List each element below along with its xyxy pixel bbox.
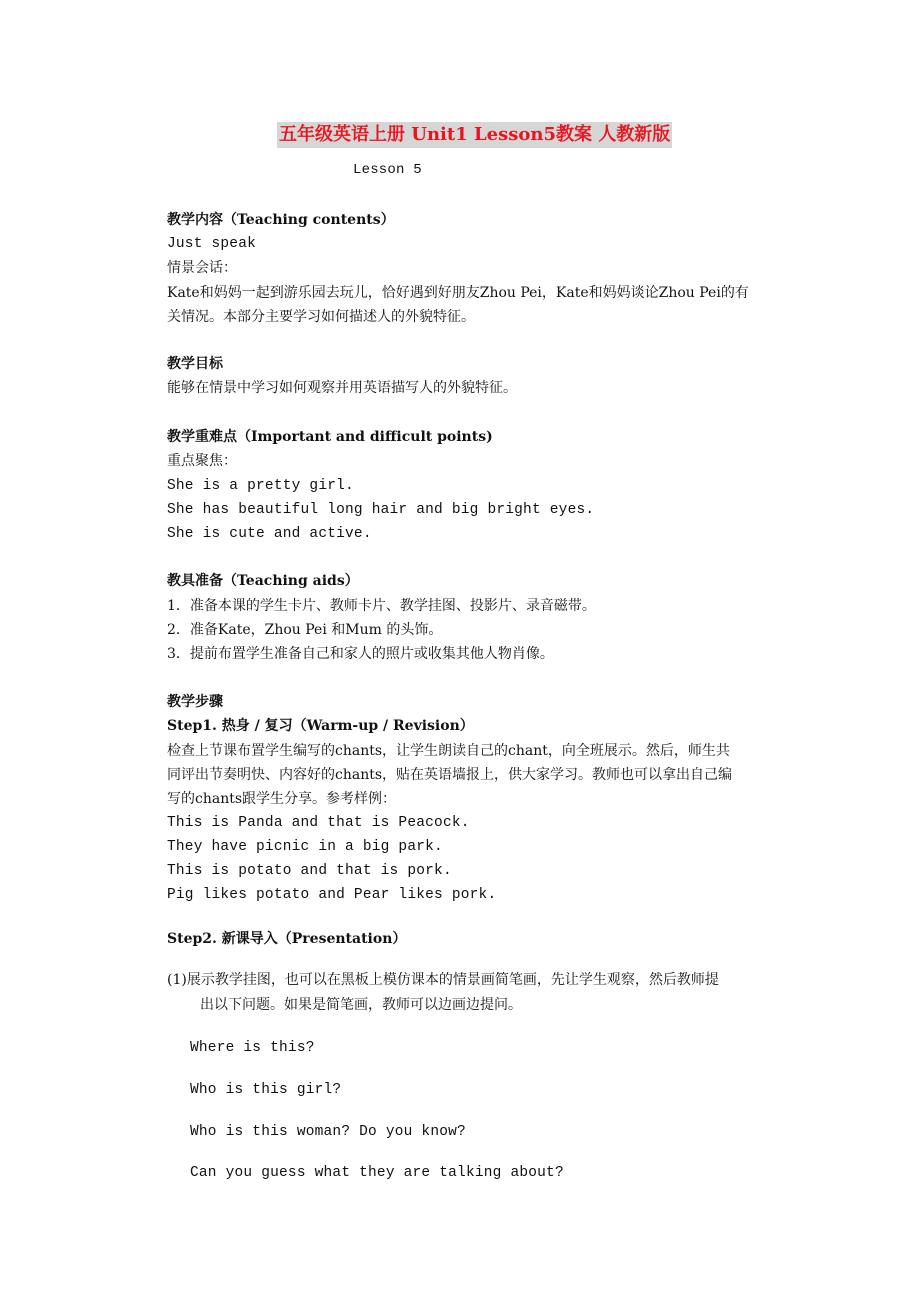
section-heading-keypoints: 教学重难点（Important and difficult points) xyxy=(167,429,493,445)
question-1: Where is this? xyxy=(190,1040,315,1056)
contents-line-1: Just speak xyxy=(167,236,257,252)
step2-heading: Step2. 新课导入（Presentation） xyxy=(167,931,407,947)
contents-line-4: 关情况。本部分主要学习如何描述人的外貌特征。 xyxy=(167,309,475,325)
question-4: Can you guess what they are talking about? xyxy=(190,1165,564,1181)
step2-line-2: 出以下问题。如果是简笔画，教师可以边画边提问。 xyxy=(200,997,522,1013)
step1-line-3: 写的chants跟学生分享。参考样例： xyxy=(167,791,397,807)
section-heading-goals: 教学目标 xyxy=(167,356,223,372)
keypoints-line-1: 重点聚焦： xyxy=(167,453,237,469)
aids-line-2: 2．准备Kate，Zhou Pei 和Mum 的头饰。 xyxy=(167,622,443,638)
document-title: 五年级英语上册 Unit1 Lesson5教案 人教新版 xyxy=(277,122,672,148)
section-heading-aids: 教具准备（Teaching aids） xyxy=(167,573,359,589)
goals-line-1: 能够在情景中学习如何观察并用英语描写人的外貌特征。 xyxy=(167,380,517,396)
step1-line-4: This is Panda and that is Peacock. xyxy=(167,815,470,831)
step1-line-6: This is potato and that is pork. xyxy=(167,863,452,879)
step2-line-1: (1)展示教学挂图，也可以在黑板上模仿课本的情景画简笔画，先让学生观察，然后教师提 xyxy=(167,972,719,988)
question-2: Who is this girl? xyxy=(190,1082,342,1098)
contents-line-2: 情景会话： xyxy=(167,260,237,276)
keypoints-line-2: She is a pretty girl. xyxy=(167,478,354,494)
aids-line-3: 3．提前布置学生准备自己和家人的照片或收集其他人物肖像。 xyxy=(167,646,554,662)
step1-line-1: 检查上节课布置学生编写的chants，让学生朗读自己的chant，向全班展示。然后，师生共 xyxy=(167,743,730,759)
step1-line-7: Pig likes potato and Pear likes pork. xyxy=(167,887,497,903)
section-heading-contents: 教学内容（Teaching contents） xyxy=(167,212,395,228)
lesson-subtitle: Lesson 5 xyxy=(353,162,422,178)
section-heading-steps: 教学步骤 xyxy=(167,694,223,710)
contents-line-3: Kate和妈妈一起到游乐园去玩儿，恰好遇到好朋友Zhou Pei，Kate和妈妈谈论Zhou Pei的有 xyxy=(167,285,749,301)
question-3: Who is this woman? Do you know? xyxy=(190,1124,466,1140)
step1-heading: Step1. 热身 / 复习（Warm-up / Revision） xyxy=(167,718,474,734)
aids-line-1: 1．准备本课的学生卡片、教师卡片、教学挂图、投影片、录音磁带。 xyxy=(167,598,596,614)
keypoints-line-3: She has beautiful long hair and big bright eyes. xyxy=(167,502,595,518)
step1-line-5: They have picnic in a big park. xyxy=(167,839,443,855)
keypoints-line-4: She is cute and active. xyxy=(167,526,372,542)
step1-line-2: 同评出节奏明快、内容好的chants，贴在英语墙报上，供大家学习。教师也可以拿出自己编 xyxy=(167,767,733,783)
